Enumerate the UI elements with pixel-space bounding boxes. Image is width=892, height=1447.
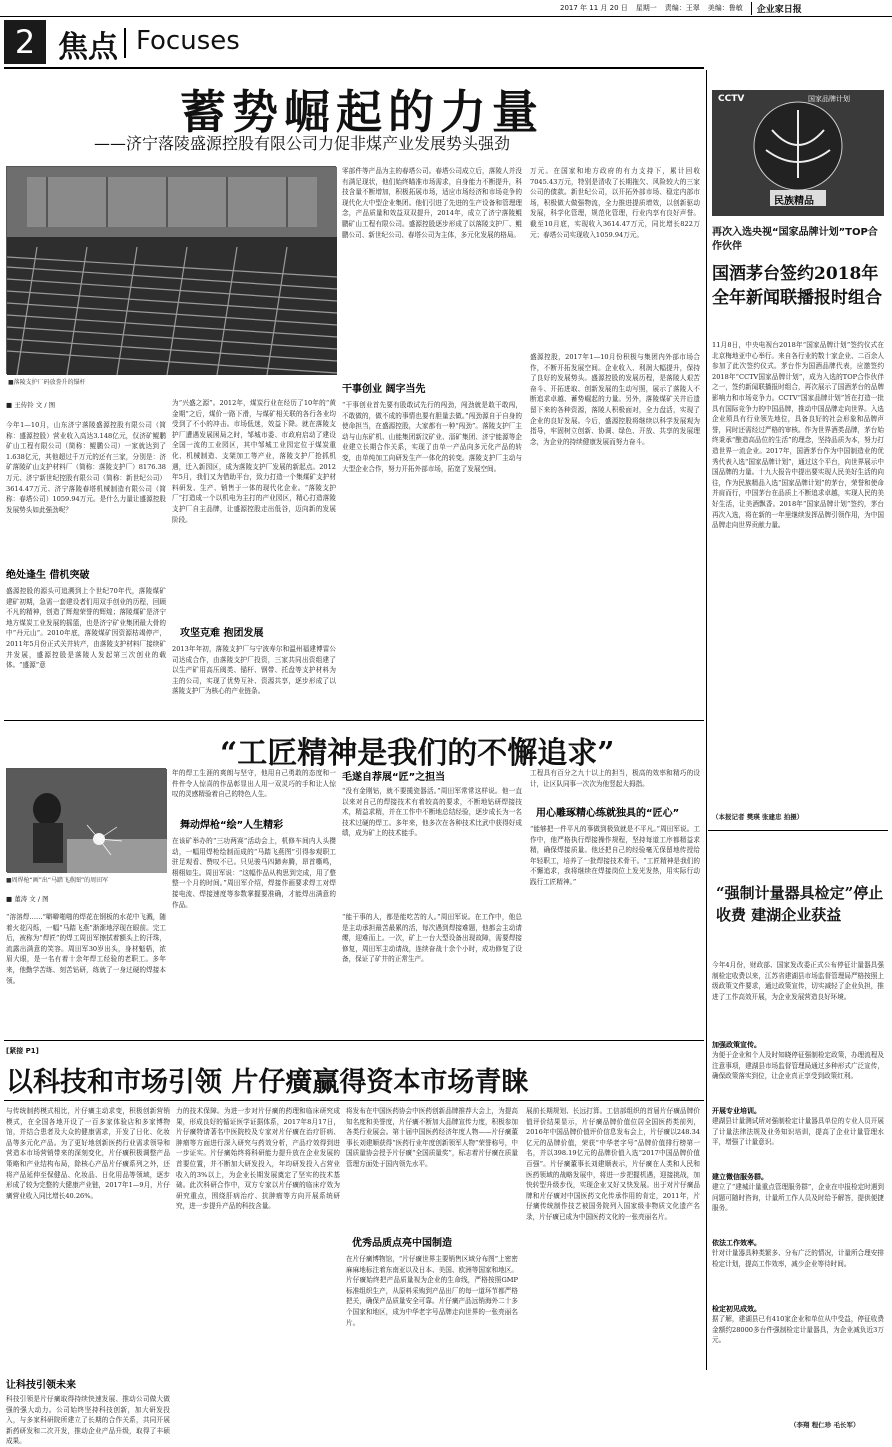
craftsman-col1-text: “溶溶焊……”噼噼啪啪的焊花在钢板的水花中飞溅，随着火花闪烁，一幅“马踏飞燕”渐渐地浮现在眼前。完工后，被称为“焊匠”的焊工周田军擦拭着额头上的汗珠，流露出满意的笑容。周田军30岁出头，身材魁梧，浓眉大眼，是一名有着十余年焊工经验的老职工。多年来，他勤学苦练、刻苦钻研，练就了一身过硬的焊接本领。 bbox=[6, 913, 166, 985]
header-bar bbox=[560, 0, 892, 16]
craftsman-byline: ■ 董涛 文 / 图 bbox=[6, 895, 49, 903]
welder-image bbox=[7, 769, 167, 873]
craftsman-col4b-text: “能够把一件平凡的事做到极致就是不平凡。”周田军说。工作中，他严格执行焊接操作规程，坚持每道工序都精益求精，确保焊接质量。他还把自己的经验毫无保留地传授给年轻职工，培养了一批焊接技术骨干。“工匠精神是我们的不懈追求，我将继续在焊接岗位上发光发热，用实际行动践行工匠精神。” bbox=[530, 825, 700, 886]
page-number: 2 bbox=[14, 23, 36, 61]
measure-text2: 建湖县计量测试所对强制检定计量器具单位的专业人员开展了计量法律法规及业务知识培训，提高了企业计量管理水平，增强了计量意识。 bbox=[712, 1117, 884, 1147]
designer-credit: 美编：鲁敏 bbox=[707, 4, 743, 12]
lead-col3-text: 零部件等产品为主的春塔公司。春塔公司成立后，落陵人并没有满足现状，他们始终瞄准市场需求，自身能力不断提升，科技含量不断增加，积极拓展市场，适应市场经济和市场竞争的现代化大中型企业集团。他们引进了先进的生产设备和管理理念，产品质量和效益双双提升，2014年，成立了济宁落陵鲲鹏矿山工程有限公司。盛源控股逐步形成了以落陵支护厂、鲲鹏公司、新世纪公司、春塔公司为主体，多元化发展的格局。 bbox=[342, 167, 522, 239]
craftsman-photo-caption: ■周焊枪“画”出“马踏飞燕图”的周田军 bbox=[6, 877, 109, 884]
issue-weekday: 星期一 bbox=[635, 4, 657, 12]
moutai-text: 11月8日，中央电视台2018年“国家品牌计划”签约仪式在北京梅地亚中心举行。来自各行业的数十家企业、二百余人参加了此次签约仪式。茅台作为国酒品牌代表，应邀签约2018年“CCTV国家品牌计划”，成为入选的TOP合作伙伴之一，签约新闻联播报时组合，再次展示了国酒茅台的品牌影响力和市场竞争力。CCTV“国家品牌计划”旨在打造一批具有国际竞争力的中国品牌，推动中国品牌走向世界。入选企业须具有行业领先地位，具备良好的社会形象和品牌声誉，同时还需经过严格的审核。作为世界酒类品牌，茅台始终秉承“酿造高品位的生活”的理念，坚持品质为本，努力打造世界一流企业。2017年，国酒茅台作为中国制造业的优秀代表入选“国家品牌计划”，通过这个平台，向世界展示中国品牌的力量。十九大报告中提出要实现人民美好生活的向往，作为民族精品入选“国家品牌计划”的茅台，荣誉和使命并肩而行，中国茅台在品质上不断追求卓越，实现人民的美好生活，让美酒飘香。2018年“国家品牌计划”签约，茅台再次入选，将在新的一年里继续发挥品牌引领作用，为中国品牌走向世界贡献力量。 bbox=[712, 341, 884, 530]
lead-col2-text: 为“兴盛之源”。2012年，煤炭行业在经历了10年的“黄金期”之后，煤价一路下滑，与煤矿相关联的各行各业均受到了不小的冲击。市场低迷，效益下降。就在落陵支护厂遭遇发展困局之时，邹城市委、市政府启动了建设全国一流的工业园区，其中邹城工业园定位于煤炭重化、机械制造、支架加工等产业，落陵支护厂抢抓机遇，迁入新园区，成为落陵支护厂发展的新起点。2012年5月，我们又为借助平台，致力打造一个集煤矿支护材料研发、生产、销售于一体的现代化企业。“落陵支护厂”打造成一个以机电为主打的产业园区，精心打造落陵支护厂自主品牌，让盛源控股走出低谷，迈向新的发展阶段。 bbox=[172, 399, 336, 524]
page-number-box bbox=[4, 20, 46, 64]
brand-badge-text: 民族精品 bbox=[774, 196, 814, 207]
craftsman-bottom-rule bbox=[4, 1040, 704, 1041]
lead-sub3: 干事创业 阔字当先 bbox=[342, 384, 426, 395]
measure-byline: （李翔 程仁珍 毛长军） bbox=[790, 1421, 860, 1429]
measure-text3: 建立了“建城计量重点管理服务群”，企业在申报检定时遇到问题可随时咨询，计量所工作人员及时给予解答，提供便捷服务。 bbox=[712, 1183, 884, 1213]
lead-sub1: 绝处逢生 借机突破 bbox=[6, 570, 90, 581]
pzh-col1b-text: 科技引领是片仔癀取得持续快速发展、推动公司做大做强的强大动力。公司始终坚持科技创新，加大研发投入，与多家科研院所建立了长期的合作关系，共同开展新药研发和二次开发，推动企业产品升级，取得了丰硕成果。 bbox=[6, 1395, 170, 1446]
measure-sub5: 检定初见成效。 bbox=[712, 1305, 761, 1313]
moutai-kicker: 再次入选央视“国家品牌计划”TOP合作伙伴 bbox=[712, 227, 878, 252]
measure-section-4 bbox=[712, 1238, 884, 1300]
pzh-col4-text: 展前长期规划、长远打算。工信部组织的首届片仔癀品牌价值评价结果显示，片仔癀品牌价值位居全国医药类前列，2016年中国品牌价值评价信息发布会上，片仔癀以248.34亿元的品牌价值，荣获“中华老字号”品牌价值排行榜第一名，并以398.19亿元的品牌价值入选“2017中国品牌价值百强”。片仔癀董事长刘建顺表示，片仔癀在人类和人民和医药领域的战略发展中，将进一步把握机遇，迎接挑战，加快转型升级步伐，实现企业又好又快发展。出于对片仔癀品牌和片仔癀对中国医药文化传承作用的肯定，2011年，片仔癀传统制作技艺被国务院列入国家级非物质文化遗产名录，片仔癀已成为中国医药文化的一张亮丽名片。 bbox=[526, 1107, 700, 1221]
header-rule bbox=[0, 16, 892, 17]
measure-section-1 bbox=[712, 1040, 884, 1102]
lead-sub2: 攻坚克难 抱团发展 bbox=[180, 628, 264, 639]
pzh-col3b-text: 在片仔癀博物馆，“片仔癀世界主要销售区域分布图”上密密麻麻地标注着东南亚以及日本、美国、欧洲等国家和地区。片仔癀始终把产品质量视为企业的生命线，严格按照GMP标准组织生产，从原料采购到产品出厂的每一道环节都严格把关，确保产品质量安全可靠。片仔癀产品远销海外二十多个国家和地区，成为中华老字号品牌走向世界的一张亮丽名片。 bbox=[346, 1255, 518, 1327]
pzh-sub1: 让科技引领未来 bbox=[6, 1380, 76, 1391]
measure-text1: 为便于企业和个人及时知晓停征强制检定政策，办理流程及注意事项，建湖县市场监督管理局通过多种形式广泛宣传，确保政策落实到位，让企业真正享受到政策红利。 bbox=[712, 1051, 884, 1081]
craftsman-col4-text: 工程具有百分之九十以上的担当，极高的效率和精巧的设计，让区队同事一次次为他竖起大拇指。 bbox=[530, 769, 700, 788]
craftsman-col3-text: “没有金刚钻，就不要揽瓷器活。”周田军常常这样说。他一直以来对自己的焊接技术有着较高的要求，不断地钻研焊接技术，精益求精，并在工作中不断地总结经验，逐步成长为一名技术过硬的焊工。多年来，他多次在各种技术比武中获得好成绩，成为矿上的技术能手。 bbox=[342, 787, 522, 838]
craftsman-col3b-text: “能干事的人，都是能吃苦的人。”周田军说。在工作中，他总是主动承担最苦最累的活，每次遇到焊接难题，他都会主动请缨，迎难而上。一次，矿上一台大型设备出现故障，需要焊接修复，周田军主动请战，连续奋战十余个小时，成功修复了设备，保证了矿井的正常生产。 bbox=[342, 913, 522, 964]
cctv-logo-block bbox=[712, 90, 884, 216]
moutai-bottom-rule bbox=[708, 830, 888, 831]
section-title-en: Focuses bbox=[136, 26, 240, 56]
lead-col1-text: 今年1—10月，山东济宁落陵盛源控股有限公司（简称：盛源控股）营业收入高达3.148亿元，仅济矿鲲鹏矿山工程有限公司（简称：鲲鹏公司）一家就达到了1.638亿元，其他超过千万元的还有三家，分别是：济矿落陵矿山支护材料厂（简称：落陵支护厂）8176.38万元、济宁新世纪控股有限公司（简称：新世纪公司）3614.47万元、济宁落陵春塔机械制造有限公司（简称：春塔公司）1059.94万元。是什么力量让盛源控股发展势头如此强劲呢？ bbox=[6, 421, 166, 514]
cctv-logo-text: CCTV bbox=[718, 94, 745, 104]
paper-name: 企业家日报 bbox=[751, 2, 802, 15]
pzh-col1-text: 与传统制药模式相比，片仔癀主动求变，积极创新营销模式，在全国各地开设了一百多家体验店和多家博物馆，并结合患者及大众的健康需求，开发了日化、化妆品等多元化产品。为了更好地创新医药行业需求领导和营造本市场营销带来的深刻变化，片仔癀积极调整产品策略和产业结构布局，除核心产品片仔癀系列之外，还将产品延伸至保健品、化妆品、日化用品等领域，逐步形成了较为完整的大健康产业链，2017年1—9月，片仔癀营业收入同比增长40.26%。 bbox=[6, 1107, 170, 1200]
measure-sub4: 依法工作效率。 bbox=[712, 1239, 761, 1247]
craftsman-col2b-text: 在该矿举办的“三功两赛”活动会上，机修车间内人头攒动，一幅用焊枪绘制而成的“马踏飞燕图”引得参观职工驻足观看、赞叹不已。只见骏马四蹄奔腾，昂首嘶鸣，栩栩如生。周田军说：“这幅作品从构思到完成，用了整整一个月的时间。”周田军介绍，焊接作画要求焊工对焊接电流、焊接速度等参数掌握要准确，才能焊出满意的作品。 bbox=[172, 837, 336, 909]
section-divider bbox=[124, 28, 126, 58]
section-title-cn: 焦点 bbox=[58, 30, 118, 65]
lead-col4b-text: 盛源控股，2017年1—10月份积极与集团内外部市场合作，不断开拓发展空间。企业收入、利润大幅提升，保持了良好的发展势头。盛源控股的发展历程，是落陵人艰苦奋斗、开拓进取、创新发展的生动写照，展示了落陵人不断追求卓越、蓄势崛起的力量。另外，落陵煤矿关井后遗留下来的各种资源，落陵人积极面对，全力盘活，实现了企业的良好发展。今后，盛源控股将继续以科学发展观为指导，牢固树立创新、协调、绿色、开放、共享的发展理念，为企业的持续健康发展而努力奋斗。 bbox=[530, 353, 700, 446]
measure-sub2: 开展专业培训。 bbox=[712, 1107, 761, 1115]
craftsman-title: “工匠精神是我们的不懈追求” bbox=[220, 736, 615, 771]
measure-title: “强制计量器具检定”停止收费 建湖企业获益 bbox=[716, 884, 884, 924]
measure-section-2 bbox=[712, 1106, 884, 1168]
pzh-col2-text: 力的技术保障。为进一步对片仔癀的药理和临床研究成果，形成良好的循证医学证据体系，2017年8月17日，片仔癀特请著名中医院校及专家对片仔癀在治疗肝病、肿瘤等方面进行深入研究与药效分析，产品疗效得到进一步证实。片仔癀始终将科研能力提升放在企业发展的首要位置，并不断加大研发投入，年均研发投入占营业收入的3%以上，为企业长期发展奠定了坚实的技术基础。此次科研合作中，双方专家以片仔癀的临床疗效为研究重点，围绕肝病治疗、抗肿瘤等方向开展系统研究，进一步提升产品的科技含量。 bbox=[176, 1107, 340, 1211]
section-rule bbox=[4, 67, 704, 69]
lead-bottom-rule bbox=[4, 720, 704, 721]
craftsman-sub3: 用心雕琢精心练就独具的“匠心” bbox=[536, 808, 680, 819]
pzh-col3-text: 将发布在中国医药协会中医药创新品牌推荐大会上，为提高知名度和美誉度，片仔癀不断加大品牌宣传力度，积极参加各类行业展会。第十届中国医药经济年度人物——片仔癀董事长刘建顺获得“医药行业年度创新领军人物”荣誉称号，中国质量协会授予片仔癀“全国质量奖”，标志着片仔癀在质量管理方面处于国内领先水平。 bbox=[346, 1107, 518, 1168]
moutai-title: 国酒茅台签约2018年全年新闻联播报时组合 bbox=[712, 264, 882, 308]
measure-text: 今年4月份，财政部、国家发改委正式公布停征计量器具强制检定收费以来，江苏省建湖县市场监督管理局严格按照上级政策文件要求，通过政策宣传，切实减轻了企业负担，推进了工作高效开展，为企业发展营造良好环境。 bbox=[712, 961, 884, 1001]
right-column-divider bbox=[706, 70, 707, 1370]
measure-text4: 针对计量器具种类繁多、分布广泛的情况，计量所合理安排检定计划，提高工作效率，减少企业等待时间。 bbox=[712, 1249, 884, 1268]
lead-subtitle: ——济宁落陵盛源控股有限公司力促非煤产业发展势头强劲 bbox=[94, 134, 511, 153]
measure-section-5 bbox=[712, 1304, 884, 1402]
measure-section-3 bbox=[712, 1172, 884, 1234]
lead-photo bbox=[6, 166, 336, 374]
lead-col2b-text: 2013年年初，落陵支护厂与宁波寿尔和温州福建博雷公司达成合作，由落陵支护厂投资，三家共同出资组建了以生产矿用高压阀类、锚杆、钢带、托盘等支护材料为主的公司，实现了优势互补、资源共享，逐步形成了以落陵支护厂为核心的产业链条。 bbox=[172, 645, 336, 696]
issue-date: 2017 年 11 月 20 日 bbox=[560, 4, 628, 12]
measure-sub1: 加强政策宣传。 bbox=[712, 1041, 761, 1049]
pzh-title-rule bbox=[4, 1100, 704, 1101]
craftsman-col2-text: 年的焊工生涯的爽朗与坚守，他用自己勇敢的态度和一件件令人惊喜的作品彰显出人用一双灵巧的手和让人惊叹的灵感精验着自己的特色人生。 bbox=[172, 769, 336, 799]
moutai-byline: （本报记者 樊瑛 张建忠 拍摄） bbox=[712, 813, 804, 821]
lead-byline: ■ 王传铃 文 / 图 bbox=[6, 401, 56, 409]
brand-plan-text: 国家品牌计划 bbox=[808, 95, 850, 103]
lead-title: 蓄势崛起的力量 bbox=[180, 85, 544, 139]
editor-credit: 责编：王翠 bbox=[664, 4, 700, 12]
craftsman-photo bbox=[6, 768, 166, 872]
craftsman-sub1: 舞动焊枪“绘”人生精彩 bbox=[180, 820, 284, 831]
anchor-rods-image bbox=[7, 167, 337, 375]
lead-col3b-text: “干事创业首先要有股敢试先行的闯劲，闯劲就是敢干敢闯，不敢做的，做不成的事情也要有胆量去做。”闯劲源自于自身的使命担当，在盛源控股，大家都有一种“闯劲”。落陵支护厂主动与山东矿机、山能集团新汶矿业、淄矿集团、济宁能源等企业建立长期合作关系，实现了由单一产品向多元化产品的转变，由单纯加工向研发生产一体化的转变。落陵支护厂主动与大型企业合作，努力开拓外部市场，拓宽了发展空间。 bbox=[342, 401, 522, 473]
pzh-sub2: 优秀品质点亮中国制造 bbox=[352, 1238, 452, 1249]
measure-text5: 据了解，建湖县已有410家企业和单位从中受益，停征收费金额约28000多台件强制检定计量器具，为企业减负近3万元。 bbox=[712, 1315, 884, 1345]
lead-col4-text: 万元。在国家和地方政府的有力支持下，累计回收7045.43万元，特别是清收了长期拖欠、风险较大的三家公司的债款。新世纪公司，以开拓外部市场、稳定内部市场，积极做大做强物流，全力推进提质增效，以创新驱动发展，科学化管理，规范化管理，行业内享有良好声誉。截至10月底，实现收入3614.47万元，同比增长822万元；春塔公司实现收入1059.94万元。 bbox=[530, 167, 700, 239]
pzh-title: 以科技和市场引领 片仔癀赢得资本市场青睐 bbox=[6, 1067, 529, 1098]
pzh-kicker: [紧接 P1] bbox=[6, 1047, 39, 1055]
lead-col1b-text: 盛源控股的源头可追溯到上个世纪70年代，落陵煤矿建矿初期，急需一套建设者们用双手创业的历程，回顾不凡的精神，创造了辉煌荣誉的辉煌；落陵煤矿是济宁地方煤炭工业发展的摇篮，也是济宁矿业集团最大骨的中“丹元山”。2010年底，落陵煤矿因资源枯竭停产，2011年5月份正式关井转产，由落陵支护材料厂接续矿井发展，盛源控股是落陵人发起第三次创业的载体。“盛源”意 bbox=[6, 587, 166, 670]
lead-photo-caption: ■落陵支护厂码放誊升的锚杆 bbox=[8, 379, 86, 386]
craftsman-sub2: 毛遂自荐展“匠”之担当 bbox=[342, 772, 446, 783]
measure-sub3: 建立微信服务群。 bbox=[712, 1173, 768, 1181]
